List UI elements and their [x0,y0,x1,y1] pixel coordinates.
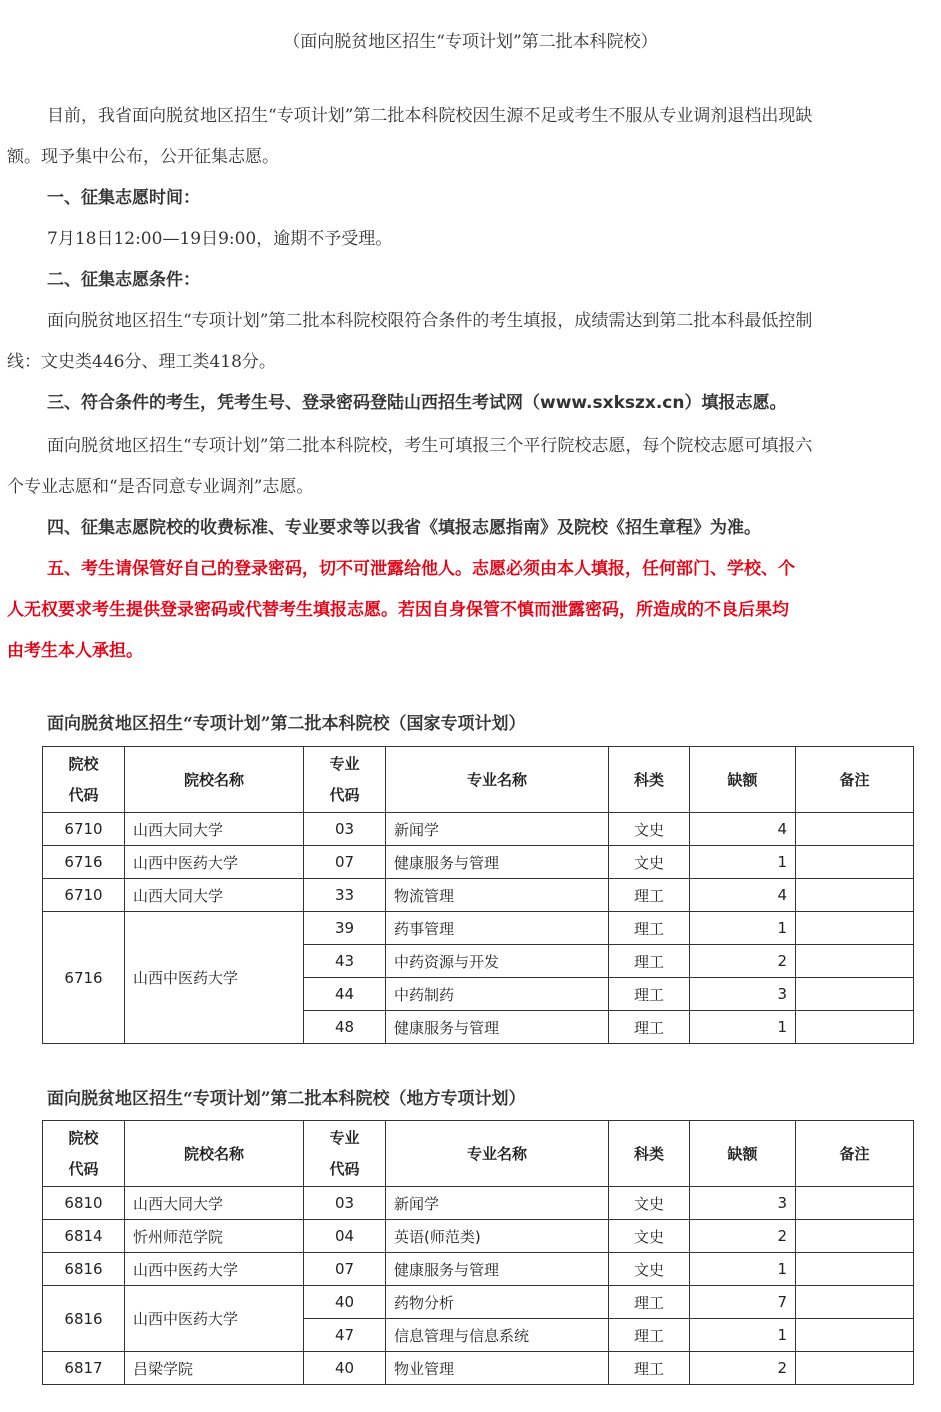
header-school-code: 院校 代码 [43,747,125,813]
category-cell: 文史 [609,846,690,879]
header-major-name: 专业名称 [386,747,609,813]
major-code-cell: 39 [304,912,386,945]
vacancies-cell: 2 [690,945,796,978]
remarks-cell [796,813,914,846]
category-cell: 理工 [609,978,690,1011]
table-row [43,1220,914,1253]
category-cell: 文史 [609,1220,690,1253]
section-2-line-2: 线：文史类446分、理工类418分。 [7,352,276,372]
school-code-cell: 6710 [43,879,125,912]
vacancies-cell: 1 [690,1253,796,1286]
header-vacancies: 缺额 [690,1121,796,1187]
intro-line-2: 额。现予集中公布，公开征集志愿。 [7,147,279,167]
vacancies-cell: 3 [690,1187,796,1220]
header-major-code: 专业 代码 [304,1121,386,1187]
table-1-caption: 面向脱贫地区招生“专项计划”第二批本科院校（国家专项计划） [47,714,526,734]
category-cell: 理工 [609,879,690,912]
school-name-cell: 山西中医药大学 [125,912,304,1044]
major-name-cell: 新闻学 [386,813,609,846]
major-code-cell: 43 [304,945,386,978]
table-row [43,1286,914,1319]
major-name-cell: 药物分析 [386,1286,609,1319]
school-code-cell: 6716 [43,846,125,879]
remarks-cell [796,945,914,978]
table-header-row [43,747,914,813]
category-cell: 文史 [609,1187,690,1220]
page-title: （面向脱贫地区招生“专项计划”第二批本科院校） [283,32,658,52]
header-category: 科类 [609,1121,690,1187]
vacancies-cell: 4 [690,813,796,846]
header-major-name: 专业名称 [386,1121,609,1187]
table-row [43,813,914,846]
major-name-cell: 健康服务与管理 [386,1011,609,1044]
table-row [43,846,914,879]
vacancies-cell: 3 [690,978,796,1011]
table-header-row [43,1121,914,1187]
remarks-cell [796,1187,914,1220]
major-name-cell: 中药制药 [386,978,609,1011]
major-name-cell: 药事管理 [386,912,609,945]
local-plan-table [42,1120,914,1385]
table-row [43,879,914,912]
remarks-cell [796,912,914,945]
table-2-caption: 面向脱贫地区招生“专项计划”第二批本科院校（地方专项计划） [47,1089,526,1109]
header-remarks: 备注 [796,1121,914,1187]
major-code-cell: 07 [304,1253,386,1286]
remarks-cell [796,1011,914,1044]
header-remarks: 备注 [796,747,914,813]
school-name-cell: 山西中医药大学 [125,846,304,879]
vacancies-cell: 2 [690,1352,796,1385]
school-name-cell: 吕梁学院 [125,1352,304,1385]
header-major-code: 专业 代码 [304,747,386,813]
remarks-cell [796,978,914,1011]
header-school-name: 院校名称 [125,1121,304,1187]
vacancies-cell: 7 [690,1286,796,1319]
section-5-line-1: 五、考生请保管好自己的登录密码，切不可泄露给他人。志愿必须由本人填报，任何部门、学校、个 [47,559,795,579]
major-name-cell: 新闻学 [386,1187,609,1220]
vacancies-cell: 1 [690,1011,796,1044]
category-cell: 理工 [609,912,690,945]
school-name-cell: 山西大同大学 [125,879,304,912]
header-vacancies: 缺额 [690,747,796,813]
section-3-heading-post: ）填报志愿。 [684,393,787,413]
section-1-heading: 一、征集志愿时间： [47,188,200,208]
section-5-line-2: 人无权要求考生提供登录密码或代替考生填报志愿。若因自身保管不慎而泄露密码，所造成的不良后果均 [7,600,789,620]
category-cell: 理工 [609,1319,690,1352]
major-code-cell: 33 [304,879,386,912]
major-name-cell: 英语(师范类) [386,1220,609,1253]
vacancies-cell: 2 [690,1220,796,1253]
remarks-cell [796,846,914,879]
school-code-cell: 6816 [43,1253,125,1286]
vacancies-cell: 1 [690,846,796,879]
category-cell: 理工 [609,1286,690,1319]
major-code-cell: 48 [304,1011,386,1044]
section-3-heading [0,383,941,424]
section-2-line-1: 面向脱贫地区招生“专项计划”第二批本科院校限符合条件的考生填报，成绩需达到第二批本科最低控制 [47,311,813,331]
major-code-cell: 44 [304,978,386,1011]
major-name-cell: 中药资源与开发 [386,945,609,978]
vacancies-cell: 4 [690,879,796,912]
section-5-line-3: 由考生本人承担。 [7,641,143,661]
category-cell: 理工 [609,1011,690,1044]
national-plan-table [42,746,914,1044]
table-row [43,1253,914,1286]
school-name-cell: 山西中医药大学 [125,1253,304,1286]
vacancies-cell: 1 [690,912,796,945]
header-school-code: 院校 代码 [43,1121,125,1187]
intro-line-1: 目前，我省面向脱贫地区招生“专项计划”第二批本科院校因生源不足或考生不服从专业调剂退档出现缺 [47,106,813,126]
school-code-cell: 6814 [43,1220,125,1253]
major-name-cell: 健康服务与管理 [386,1253,609,1286]
major-code-cell: 47 [304,1319,386,1352]
major-name-cell: 物业管理 [386,1352,609,1385]
school-code-cell: 6817 [43,1352,125,1385]
school-name-cell: 山西大同大学 [125,1187,304,1220]
school-code-cell: 6716 [43,912,125,1044]
major-code-cell: 07 [304,846,386,879]
major-code-cell: 03 [304,813,386,846]
major-name-cell: 物流管理 [386,879,609,912]
website-url: www.sxkszx.cn [540,393,685,413]
section-2-heading: 二、征集志愿条件： [47,270,200,290]
major-code-cell: 40 [304,1352,386,1385]
major-code-cell: 03 [304,1187,386,1220]
section-3-line-1: 面向脱贫地区招生“专项计划”第二批本科院校，考生可填报三个平行院校志愿，每个院校志愿可填报六 [47,436,813,456]
major-name-cell: 信息管理与信息系统 [386,1319,609,1352]
category-cell: 理工 [609,945,690,978]
remarks-cell [796,1220,914,1253]
remarks-cell [796,1352,914,1385]
major-name-cell: 健康服务与管理 [386,846,609,879]
section-4-heading: 四、征集志愿院校的收费标准、专业要求等以我省《填报志愿指南》及院校《招生章程》为准。 [47,518,761,538]
school-code-cell: 6816 [43,1286,125,1352]
table-row [43,912,914,945]
major-code-cell: 40 [304,1286,386,1319]
major-code-cell: 04 [304,1220,386,1253]
school-name-cell: 山西中医药大学 [125,1286,304,1352]
remarks-cell [796,1286,914,1319]
category-cell: 理工 [609,1352,690,1385]
remarks-cell [796,879,914,912]
table-row [43,1187,914,1220]
remarks-cell [796,1319,914,1352]
category-cell: 文史 [609,1253,690,1286]
header-category: 科类 [609,747,690,813]
school-code-cell: 6710 [43,813,125,846]
section-1-content: 7月18日12:00—19日9:00，逾期不予受理。 [47,229,393,249]
section-3-heading-pre: 三、符合条件的考生，凭考生号、登录密码登陆山西招生考试网（ [47,393,540,413]
school-name-cell: 忻州师范学院 [125,1220,304,1253]
header-school-name: 院校名称 [125,747,304,813]
table-row [43,1352,914,1385]
section-3-line-2: 个专业志愿和“是否同意专业调剂”志愿。 [7,477,314,497]
school-name-cell: 山西大同大学 [125,813,304,846]
school-code-cell: 6810 [43,1187,125,1220]
remarks-cell [796,1253,914,1286]
category-cell: 文史 [609,813,690,846]
vacancies-cell: 1 [690,1319,796,1352]
